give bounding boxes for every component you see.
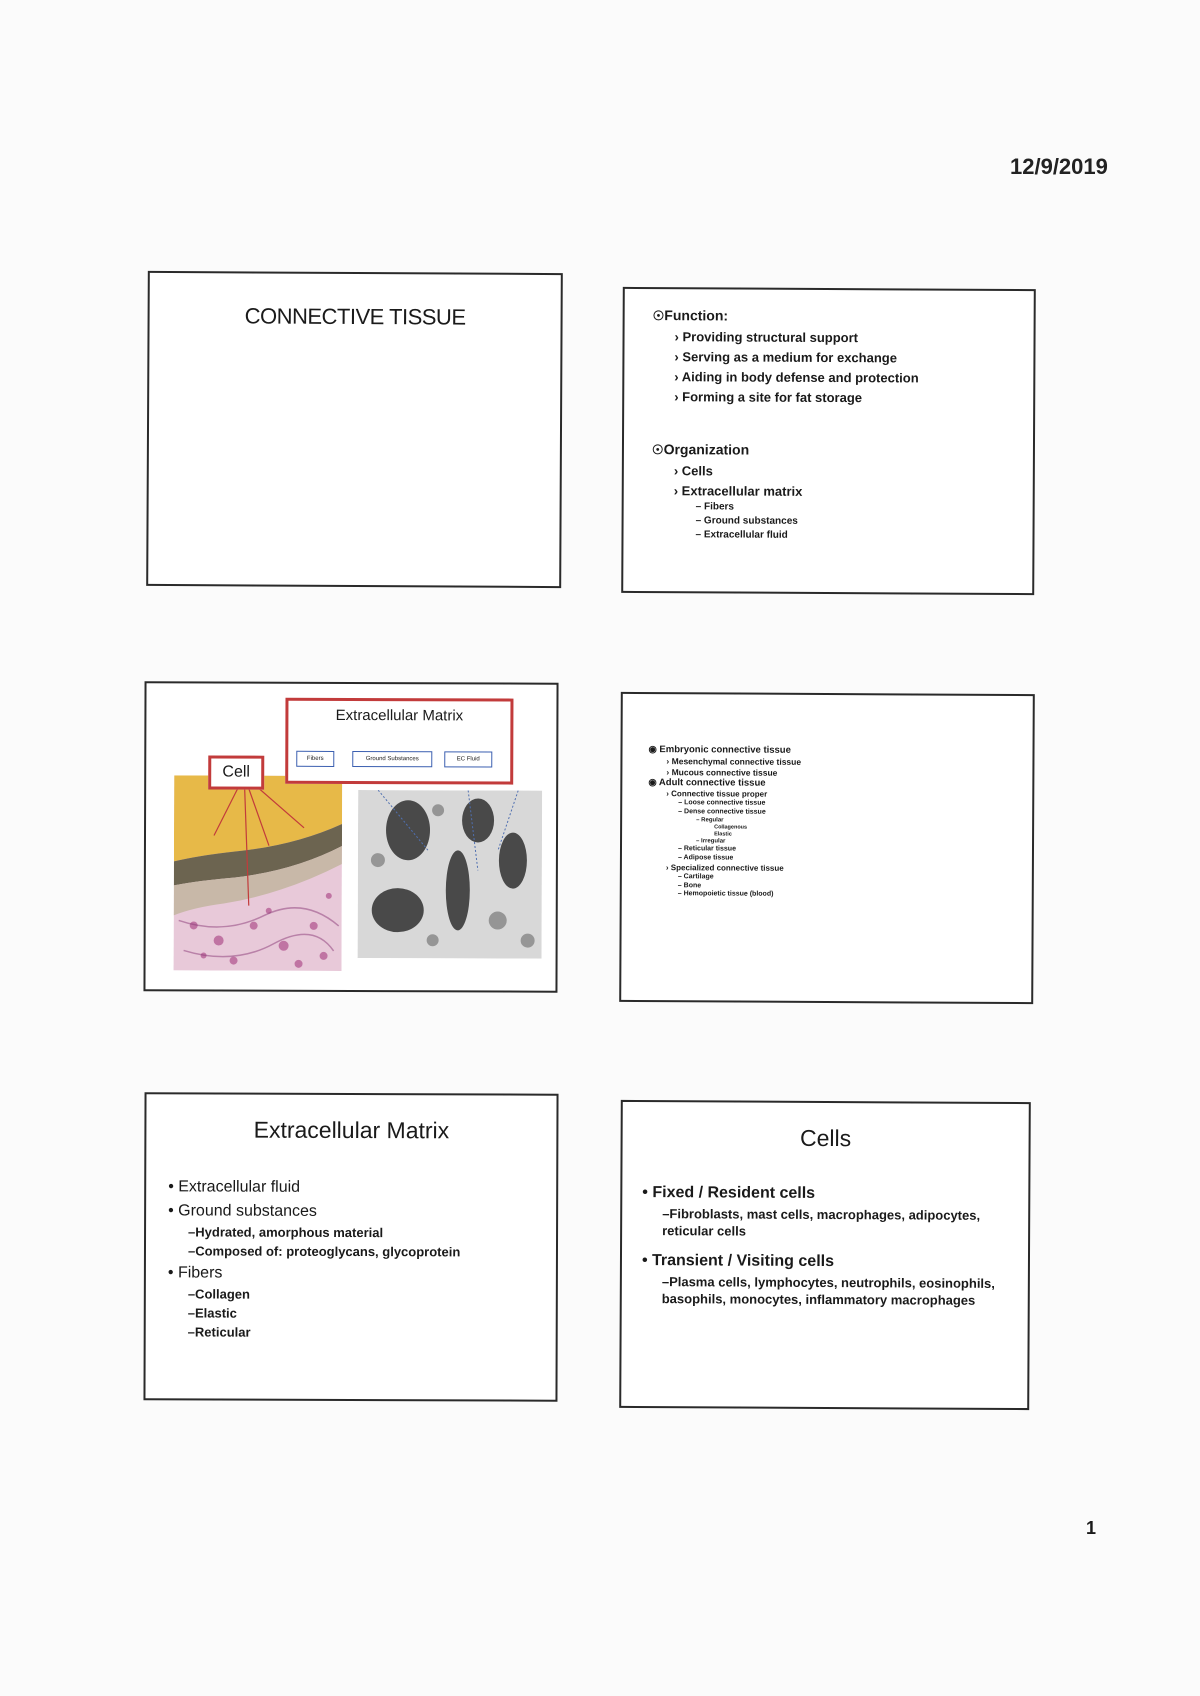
list-item: • Ground substances <box>168 1202 460 1221</box>
tissue-micrograph-right <box>358 790 543 959</box>
outline-item: › Mesenchymal connective tissue <box>666 756 802 767</box>
slide-1-title: CONNECTIVE TISSUE <box>244 303 466 330</box>
outline-item: › Mucous connective tissue <box>666 766 778 778</box>
slide-2 <box>621 287 1036 595</box>
slide-4 <box>619 692 1035 1004</box>
list-item: › Providing structural support <box>675 329 919 345</box>
function-section <box>652 307 919 405</box>
ec-fluid-label: EC Fluid <box>444 751 492 767</box>
outline-item: – Adipose tissue <box>677 854 734 862</box>
outline-item: – Dense connective tissue <box>678 807 766 816</box>
list-subitem: – Hydrated, amorphous material <box>188 1224 460 1240</box>
page-number: 1 <box>1086 1518 1097 1538</box>
list-subitem: – Collagen <box>188 1286 460 1302</box>
list-subitem: – Elastic <box>188 1305 460 1321</box>
list-subitem: – Composed of: proteoglycans, glycoprotein <box>188 1243 460 1259</box>
list-subitem: – Fibroblasts, mast cells, macrophages, adipocytes, reticular cells <box>662 1206 1012 1242</box>
list-item: › Cells <box>674 463 803 479</box>
outline-item: – Bone <box>677 881 702 889</box>
slide-1 <box>146 271 563 588</box>
slide-6-title: Cells <box>799 1124 852 1152</box>
ground-substances-label: Ground Substances <box>352 751 432 767</box>
outline-item: ◉ Embryonic connective tissue <box>648 744 791 756</box>
function-heading: ☉ Function: <box>653 307 919 325</box>
fibers-label: Fibers <box>296 751 334 767</box>
outline-item: Elastic <box>714 831 732 838</box>
outline-item: – Hemopoietic tissue (blood) <box>677 890 774 898</box>
organization-section <box>651 441 802 541</box>
list-item: • Fixed / Resident cells <box>642 1184 1012 1204</box>
outline-item: › Specialized connective tissue <box>665 862 784 873</box>
matrix-list <box>168 1172 461 1340</box>
list-item: • Transient / Visiting cells <box>642 1252 1012 1272</box>
list-subitem: – Fibers <box>696 501 803 513</box>
outline-item: Collagenous <box>714 824 748 831</box>
handout-date: 12/9/2019 <box>1010 154 1108 179</box>
cells-list <box>642 1172 1013 1309</box>
outline-item: – Irregular <box>696 838 726 845</box>
classification-outline <box>648 744 801 900</box>
organization-heading: ☉ Organization <box>652 441 803 459</box>
outline-item: – Cartilage <box>677 872 714 881</box>
extracellular-matrix-label-box <box>285 698 513 785</box>
list-subitem: – Reticular <box>188 1324 460 1340</box>
slide-5 <box>143 1092 558 1401</box>
list-item: • Fibers <box>168 1264 460 1283</box>
outline-item: – Reticular tissue <box>677 845 736 853</box>
list-item: › Forming a site for fat storage <box>674 389 918 405</box>
list-item: › Aiding in body defense and protection <box>674 369 918 385</box>
extracellular-matrix-label: Extracellular Matrix <box>335 706 464 725</box>
list-item: › Serving as a medium for exchange <box>674 349 918 365</box>
cell-label: Cell <box>208 756 264 790</box>
outline-item: – Regular <box>696 816 724 823</box>
slide-3 <box>143 681 558 992</box>
outline-item: – Loose connective tissue <box>678 799 766 807</box>
list-item: • Extracellular fluid <box>168 1178 460 1197</box>
slide-6 <box>619 1100 1031 1410</box>
list-item: › Extracellular matrix <box>674 483 803 499</box>
list-subitem: – Ground substances <box>696 515 803 527</box>
list-subitem: – Extracellular fluid <box>695 529 802 541</box>
tissue-micrograph-left <box>174 775 343 971</box>
list-subitem: – Plasma cells, lymphocytes, neutrophils, eosinophils, basophils, monocytes, inflammatory macrophages <box>662 1274 1012 1310</box>
slide-5-title: Extracellular Matrix <box>253 1116 450 1144</box>
outline-item: ◉ Adult connective tissue <box>648 777 766 789</box>
outline-item: › Connective tissue proper <box>666 789 768 799</box>
